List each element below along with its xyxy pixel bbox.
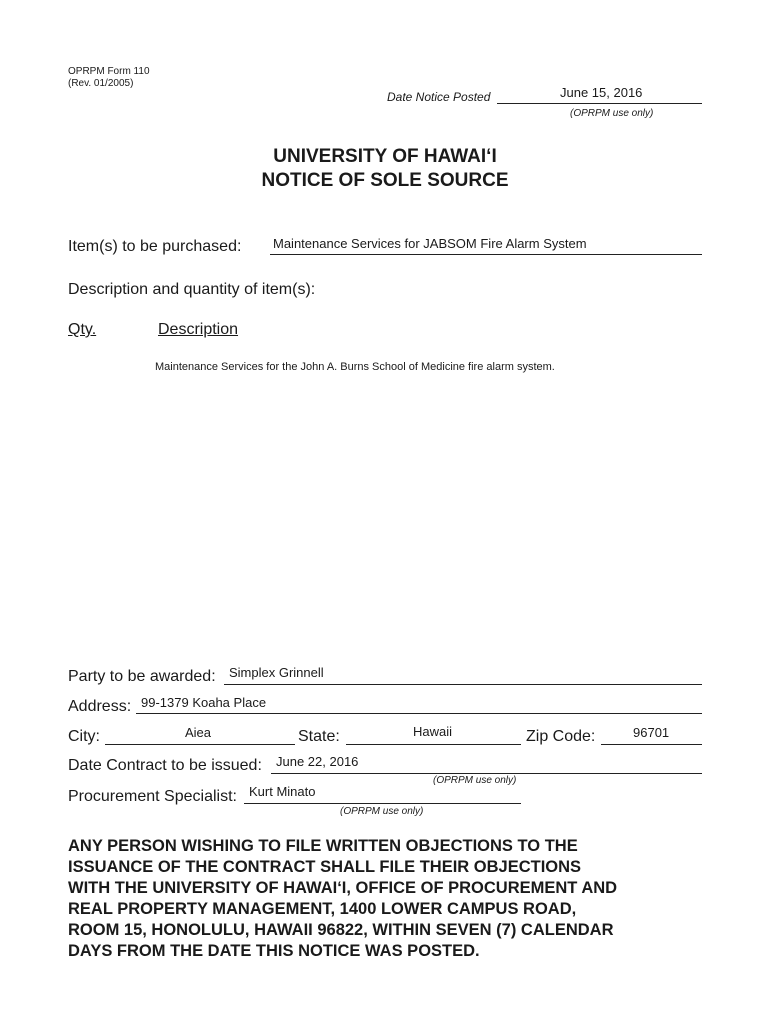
address-line [136,713,702,714]
item-description: Maintenance Services for the John A. Burns School of Medicine fire alarm system. [155,361,555,373]
city-label: City: [68,728,100,745]
date-posted-value: June 15, 2016 [560,85,643,100]
date-posted-label: Date Notice Posted [387,90,491,104]
address-value: 99-1379 Koaha Place [141,695,267,710]
specialist-note: (OPRPM use only) [340,806,424,817]
specialist-line [244,803,521,804]
state-label: State: [298,728,340,745]
zip-line [601,744,702,745]
city-line [105,744,295,745]
address-label: Address: [68,698,132,715]
contract-date-note: (OPRPM use only) [433,775,517,786]
party-line [224,684,702,685]
notice-line: REAL PROPERTY MANAGEMENT, 1400 LOWER CAMPUS ROAD, [68,900,577,918]
state-line [346,744,521,745]
party-value: Simplex Grinnell [229,665,324,680]
state-value: Hawaii [413,724,453,739]
form-id: OPRPM Form 110 [68,66,150,77]
specialist-value: Kurt Minato [249,784,316,799]
items-line [270,254,702,255]
items-value: Maintenance Services for JABSOM Fire Alarm System [273,236,587,251]
date-posted-line [497,103,702,104]
specialist-label: Procurement Specialist: [68,788,237,805]
notice-line: WITH THE UNIVERSITY OF HAWAI‘I, OFFICE OF PROCUREMENT AND [68,879,618,897]
description-header: Description [158,321,239,338]
notice-line: ISSUANCE OF THE CONTRACT SHALL FILE THEIR OBJECTIONS [68,858,582,876]
party-label: Party to be awarded: [68,668,216,685]
description-heading: Description and quantity of item(s): [68,281,316,298]
zip-value: 96701 [633,725,670,740]
contract-date-label: Date Contract to be issued: [68,757,262,774]
page-subtitle: NOTICE OF SOLE SOURCE [261,170,509,191]
date-posted-note: (OPRPM use only) [570,108,654,119]
notice-line: DAYS FROM THE DATE THIS NOTICE WAS POSTED. [68,942,480,960]
city-value: Aiea [185,725,212,740]
contract-date-value: June 22, 2016 [276,754,359,769]
objection-notice [68,836,617,962]
items-label: Item(s) to be purchased: [68,238,242,255]
contract-date-line [271,773,702,774]
zip-label: Zip Code: [526,728,596,745]
notice-line: ANY PERSON WISHING TO FILE WRITTEN OBJECTIONS TO THE [68,837,578,855]
form-revision: (Rev. 01/2005) [68,78,134,89]
notice-line: ROOM 15, HONOLULU, HAWAII 96822, WITHIN SEVEN (7) CALENDAR [68,921,614,939]
qty-header: Qty. [68,321,97,338]
page-title: UNIVERSITY OF HAWAI‘I [273,146,497,167]
